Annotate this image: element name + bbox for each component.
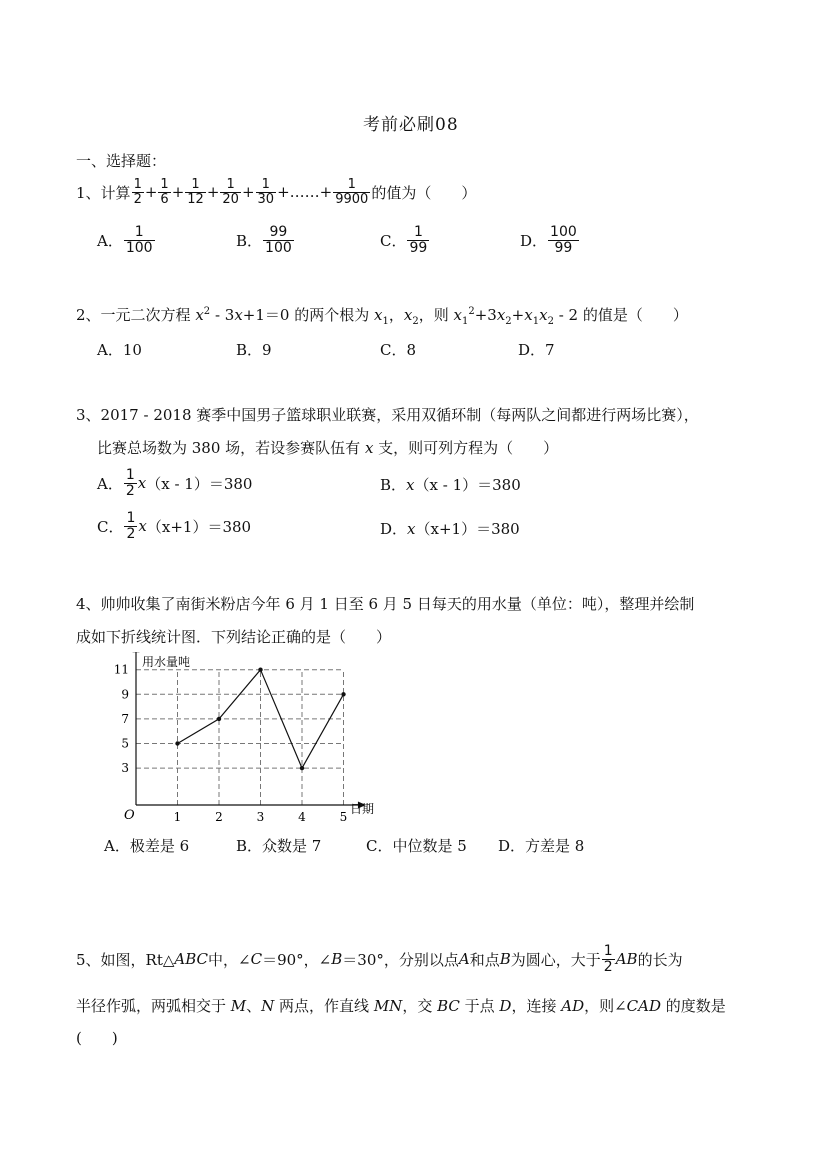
x-tick-label: 2: [215, 810, 223, 824]
q1-option-b[interactable]: B． $\frac{99}{100}$: [236, 224, 292, 256]
q1-prefix: 计算: [100, 183, 131, 202]
q4-option-b[interactable]: B．众数是 7: [236, 837, 322, 855]
question-5-line-1: 5、 如图，Rt△ ABC 中，∠ C ＝90°，∠ B ＝30°，分别以点 A 和点 B 为圆心，大于 $\frac{1}{2}$ AB 的长为: [76, 943, 683, 975]
question-1: [76, 178, 476, 206]
q4-option-d[interactable]: D．方差是 8: [498, 837, 585, 855]
chart-grid: [136, 670, 344, 805]
q4-option-a[interactable]: A．极差是 6: [104, 837, 190, 855]
data-point: [258, 668, 262, 672]
water-usage-line-chart: [100, 652, 390, 828]
q1-number: 1、: [76, 183, 101, 202]
q3-option-a[interactable]: A． $\frac{1}{2}$ x （x - 1）＝380: [97, 467, 253, 499]
question-5-line-2: 半径作弧，两弧相交于 M、N 两点，作直线 MN，交 BC 于点 D，连接 AD，则∠CAD 的度数是: [76, 997, 726, 1015]
ellipsis: +……+: [277, 183, 333, 202]
q3-option-d[interactable]: D． x （x+1）＝380: [380, 519, 520, 538]
question-2: 2、一元二次方程 $x^2 - 3x+1=0$ 的两个根为 $x_1$，$x_2$，则 $x_1^2+3x_2+x_1x_2 - 2$ 的值是（ ）: [76, 306, 688, 327]
q3-option-c[interactable]: C． $\frac{1}{2}$ x （x+1）＝380: [97, 510, 252, 542]
x-tick-label: 3: [256, 810, 265, 824]
q3-option-b[interactable]: B． x （x - 1）＝380: [380, 475, 521, 494]
question-4-line-2: 成如下折线统计图．下列结论正确的是（ ）: [76, 628, 392, 646]
plus-sign: +: [144, 183, 158, 202]
q1-suffix: 的值为（ ）: [371, 183, 477, 202]
x-tick-label: 1: [173, 810, 182, 824]
q2-option-b[interactable]: B．9: [236, 341, 272, 359]
q1-option-a[interactable]: A． $\frac{1}{100}$: [97, 224, 153, 256]
q1-term-5: $\frac{1}{30}$: [257, 177, 275, 207]
plus-sign: +: [171, 183, 185, 202]
page-title: 考前必刷08: [363, 115, 459, 135]
q2-option-c[interactable]: C．8: [380, 341, 417, 359]
q1-term-last: $\frac{1}{9900}$: [335, 177, 369, 207]
data-point: [300, 766, 304, 770]
q1-term-1: $\frac{1}{2}$: [133, 177, 142, 207]
q2-option-d[interactable]: D．7: [518, 341, 555, 359]
q1-term-4: $\frac{1}{20}$: [222, 177, 239, 207]
x-tick-label: 4: [298, 810, 306, 824]
q1-option-c[interactable]: C． $\frac{1}{99}$: [380, 224, 428, 256]
y-tick-label: 11: [113, 662, 129, 677]
plus-sign: +: [241, 183, 255, 202]
data-point: [175, 741, 179, 745]
y-tick-label: 9: [121, 687, 129, 702]
y-tick-label: 7: [121, 711, 129, 726]
question-3-line-2: 比赛总场数为 380 场，若设参赛队伍有 x 支，则可列方程为（ ）: [97, 439, 559, 457]
q2-option-a[interactable]: A．10: [97, 341, 142, 359]
y-tick-label: 5: [121, 736, 129, 751]
question-3-line-1: 3、2017 - 2018 赛季中国男子篮球职业联赛，采用双循环制（每两队之间都进行两场比赛），: [76, 406, 699, 424]
data-point: [217, 717, 221, 721]
q1-option-d[interactable]: D． $\frac{100}{99}$: [520, 224, 577, 256]
chart-axes: [133, 652, 366, 809]
x-axis-label: 日期: [350, 802, 375, 816]
y-tick-label: 3: [121, 761, 129, 776]
plus-sign: +: [206, 183, 220, 202]
y-axis-label: 用水量吨: [142, 655, 191, 669]
question-4-line-1: 4、帅帅收集了南街米粉店今年 6 月 1 日至 6 月 5 日每天的用水量（单位：吨），整理并绘制: [76, 595, 695, 613]
q1-term-2: $\frac{1}{6}$: [160, 177, 169, 207]
q4-option-c[interactable]: C．中位数是 5: [366, 837, 467, 855]
data-point: [341, 692, 345, 696]
x-tick-label: 5: [339, 810, 348, 824]
section-heading: 一、选择题：: [76, 152, 167, 170]
question-5-line-3: ( ): [76, 1029, 118, 1047]
q1-term-3: $\frac{1}{12}$: [187, 177, 204, 207]
origin-label: O: [124, 808, 135, 823]
